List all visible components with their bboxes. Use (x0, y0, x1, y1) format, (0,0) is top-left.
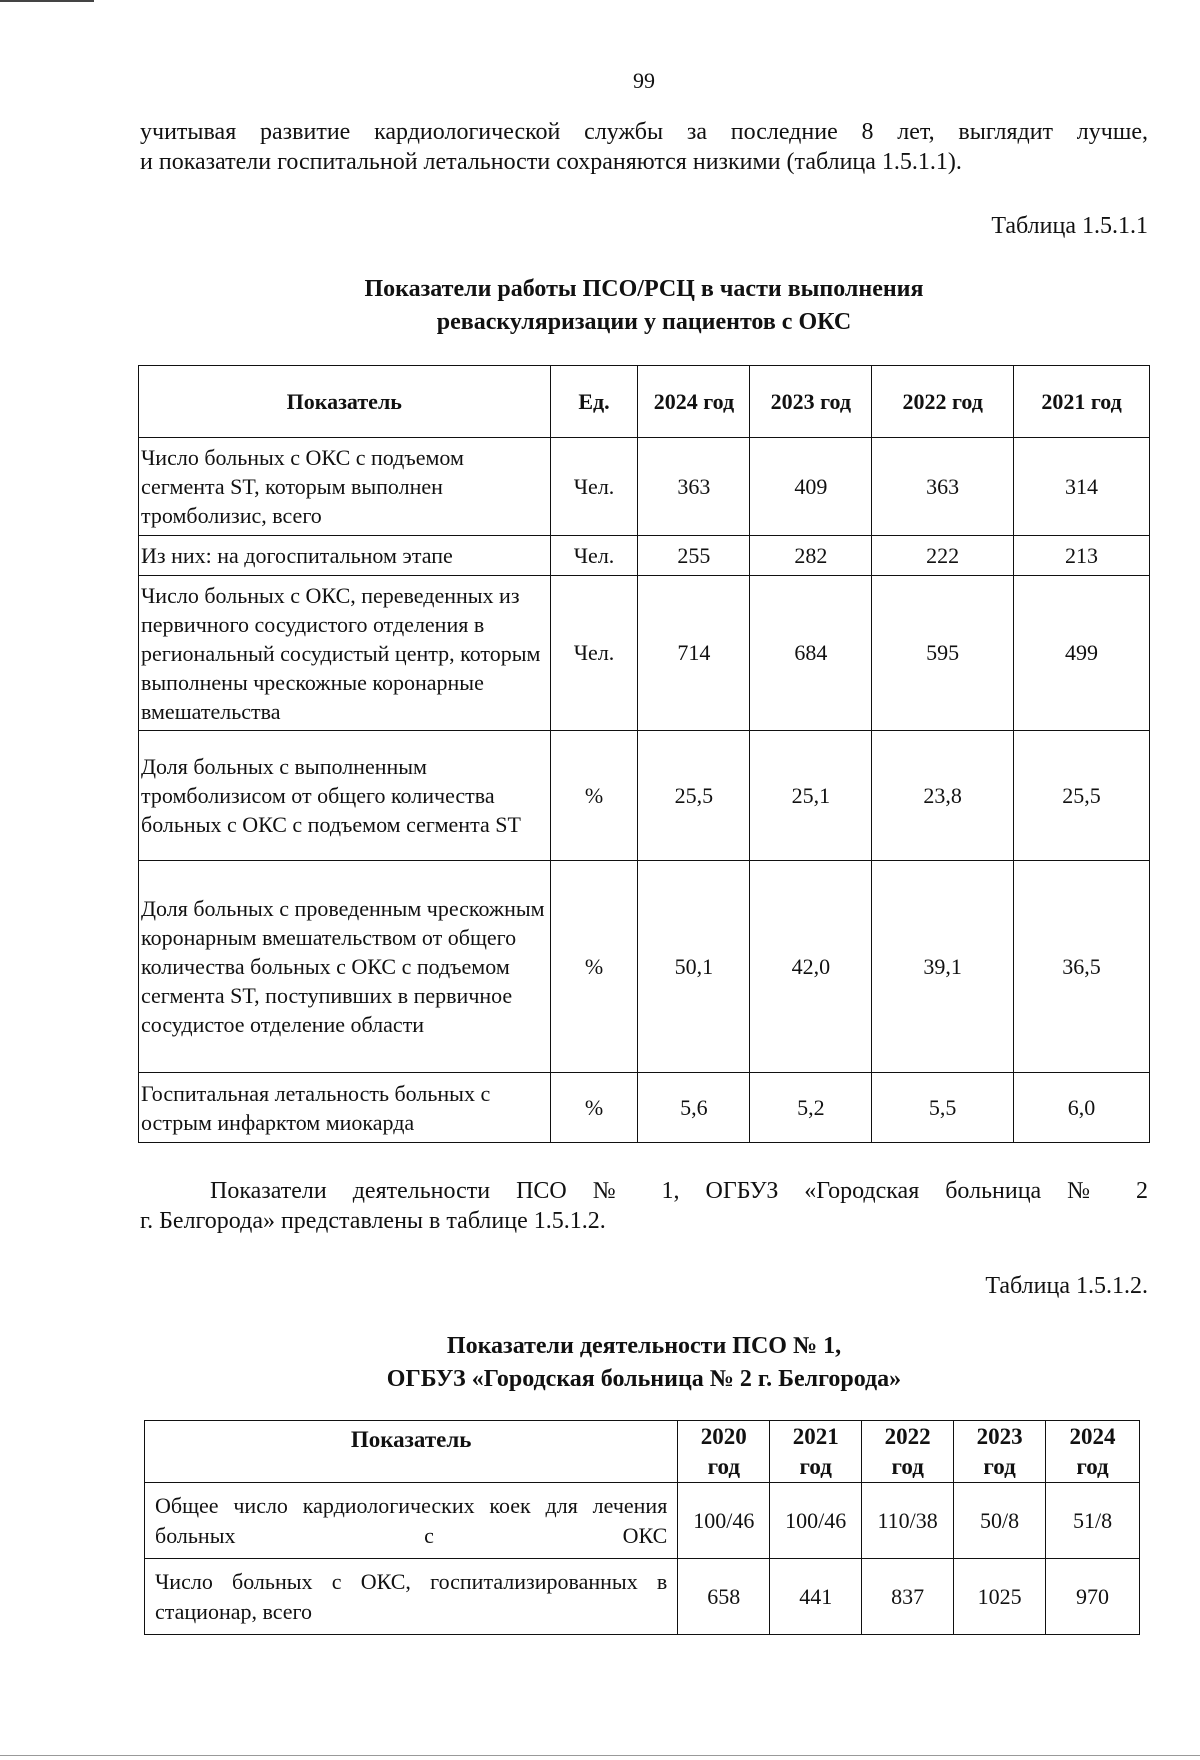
table-cell: 23,8 (872, 731, 1014, 861)
table1-header-cell: 2024 год (638, 366, 750, 438)
intro-paragraph (140, 117, 1148, 177)
table-cell: 282 (750, 536, 872, 576)
paragraph-2 (140, 1176, 1148, 1236)
row-unit: Чел. (550, 536, 638, 576)
table-cell: 363 (638, 438, 750, 536)
table2-header-year (770, 1421, 862, 1483)
row-unit: % (550, 731, 638, 861)
intro-line-1: учитывая развитие кардиологической службы за последние 8 лет, выглядит лучше, (140, 119, 1148, 145)
year-value: 2022 (884, 1423, 931, 1449)
table1-header-cell: 2022 год (872, 366, 1014, 438)
table-cell: 441 (770, 1559, 862, 1635)
table2-header-year (862, 1421, 954, 1483)
table-cell: 36,5 (1014, 861, 1150, 1073)
year-suffix: год (707, 1453, 740, 1479)
table-cell: 42,0 (750, 861, 872, 1073)
table-cell: 499 (1014, 576, 1150, 731)
paragraph-2-line-2: г. Белгорода» представлены в таблице 1.5.1.2. (140, 1208, 606, 1234)
table-cell: 5,6 (638, 1073, 750, 1143)
table-cell: 39,1 (872, 861, 1014, 1073)
table-cell: 100/46 (678, 1483, 770, 1559)
year-suffix: год (1076, 1453, 1109, 1479)
table2-title-line-1: Показатели деятельности ПСО № 1, (446, 1333, 842, 1359)
table-row (139, 576, 1150, 731)
table-cell: 714 (638, 576, 750, 731)
table-cell: 222 (872, 536, 1014, 576)
row-label: Доля больных с проведенным чрескожным коронарным вмешательством от общего количества больных с ОКС с подъемом сегмента ST, поступивших в первичное сосудистое отделение области (139, 861, 551, 1073)
table1-title (140, 273, 1148, 339)
paragraph-2-line-1: Показатели деятельности ПСО № 1, ОГБУЗ «Городская больница № 2 (210, 1178, 1148, 1204)
table-row (145, 1559, 1140, 1635)
table-cell: 595 (872, 576, 1014, 731)
table-cell: 837 (862, 1559, 954, 1635)
table-cell: 50,1 (638, 861, 750, 1073)
year-suffix: год (891, 1453, 924, 1479)
table1-header-cell: Ед. (550, 366, 638, 438)
table1 (138, 365, 1150, 1143)
year-value: 2021 (792, 1423, 839, 1449)
table-cell: 50/8 (954, 1483, 1046, 1559)
table2-caption: Таблица 1.5.1.2. (985, 1273, 1148, 1299)
table-cell: 363 (872, 438, 1014, 536)
year-value: 2023 (976, 1423, 1023, 1449)
table-cell: 255 (638, 536, 750, 576)
row-label-text: Число больных с ОКС, госпитализированных в стационар, всего (155, 1568, 668, 1624)
table-cell: 1025 (954, 1559, 1046, 1635)
table-row (139, 731, 1150, 861)
table-cell: 25,1 (750, 731, 872, 861)
table1-header-cell: 2023 год (750, 366, 872, 438)
table-row (139, 438, 1150, 536)
table2-header-year (954, 1421, 1046, 1483)
table-cell: 100/46 (770, 1483, 862, 1559)
row-label: Госпитальная летальность больных с острым инфарктом миокарда (139, 1073, 551, 1143)
table1-caption: Таблица 1.5.1.1 (991, 213, 1148, 239)
table-row (145, 1483, 1140, 1559)
intro-line-2: и показатели госпитальной летальности сохраняются низкими (таблица 1.5.1.1). (140, 149, 962, 175)
table-cell: 6,0 (1014, 1073, 1150, 1143)
row-label: Доля больных с выполненным тромболизисом от общего количества больных с ОКС с подъемом сегмента ST (139, 731, 551, 861)
table-cell: 25,5 (1014, 731, 1150, 861)
table1-header-cell: 2021 год (1014, 366, 1150, 438)
table1-title-line-2: реваскуляризации у пациентов с ОКС (436, 309, 852, 335)
year-value: 2020 (700, 1423, 747, 1449)
table1-header-row (139, 366, 1150, 438)
row-label: Из них: на догоспитальном этапе (139, 536, 551, 576)
table-cell: 5,2 (750, 1073, 872, 1143)
year-suffix: год (799, 1453, 832, 1479)
year-value: 2024 (1069, 1423, 1116, 1449)
top-rule (0, 0, 94, 2)
table-cell: 658 (678, 1559, 770, 1635)
table2-title (140, 1330, 1148, 1396)
table-cell: 314 (1014, 438, 1150, 536)
table-row (139, 861, 1150, 1073)
table-row (139, 1073, 1150, 1143)
table2-header-row (145, 1421, 1140, 1483)
table-row (139, 536, 1150, 576)
row-unit: % (550, 861, 638, 1073)
row-label: Число больных с ОКС с подъемом сегмента ST, которым выполнен тромболизис, всего (139, 438, 551, 536)
table-cell: 5,5 (872, 1073, 1014, 1143)
row-unit: Чел. (550, 576, 638, 731)
table-cell: 970 (1046, 1559, 1140, 1635)
row-label-text: Общее число кардиологических коек для лечения больных с ОКС (155, 1492, 668, 1548)
page-number: 99 (633, 68, 655, 93)
row-unit: Чел. (550, 438, 638, 536)
row-label (145, 1559, 678, 1635)
table1-header-cell: Показатель (139, 366, 551, 438)
table2-title-line-2: ОГБУЗ «Городская больница № 2 г. Белгорода» (386, 1366, 902, 1392)
table-cell: 110/38 (862, 1483, 954, 1559)
table2-header-year (1046, 1421, 1140, 1483)
table-cell: 409 (750, 438, 872, 536)
bottom-rule (0, 1755, 1200, 1756)
row-label: Число больных с ОКС, переведенных из первичного сосудистого отделения в региональный сосудистый центр, которым выполнены чрескожные коронарные вмешательства (139, 576, 551, 731)
table2 (144, 1420, 1140, 1635)
table-cell: 51/8 (1046, 1483, 1140, 1559)
table1-title-line-1: Показатели работы ПСО/РСЦ в части выполнения (364, 276, 924, 302)
table2-header-year (678, 1421, 770, 1483)
year-suffix: год (983, 1453, 1016, 1479)
table2-header-label: Показатель (145, 1421, 678, 1483)
table-cell: 25,5 (638, 731, 750, 861)
table-cell: 684 (750, 576, 872, 731)
table-cell: 213 (1014, 536, 1150, 576)
row-label (145, 1483, 678, 1559)
row-unit: % (550, 1073, 638, 1143)
